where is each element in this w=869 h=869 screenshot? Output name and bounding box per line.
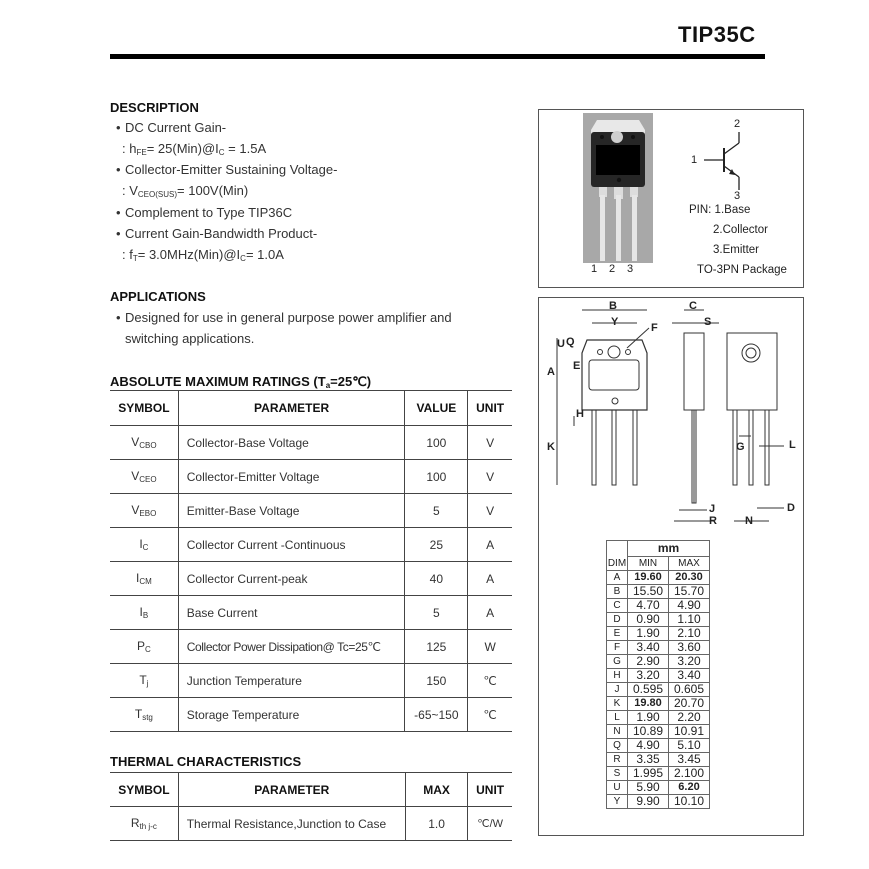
col-parameter: PARAMETER	[178, 773, 405, 807]
col-symbol: SYMBOL	[110, 773, 178, 807]
package-panel	[538, 109, 804, 288]
col-value: VALUE	[405, 391, 468, 426]
table-row: D 0.90 1.10	[607, 613, 710, 627]
description-detail-1: : $h_{FE}=$ $25(Min)@I_C = 1.5A$	[122, 141, 267, 157]
dim-label-f: F	[651, 322, 658, 334]
dim-label-n: N	[745, 515, 753, 527]
parameter-cell: Collector Current-peak	[178, 562, 405, 596]
applications-heading: APPLICATIONS	[110, 289, 206, 304]
symbol-cell: $I_B$	[110, 596, 178, 630]
header-rule	[110, 54, 765, 59]
unit-cell: ℃	[468, 698, 512, 732]
value-cell: 40	[405, 562, 468, 596]
dimension-table	[606, 540, 710, 809]
unit-cell: V	[468, 494, 512, 528]
value-cell: 150	[405, 664, 468, 698]
table-row: G 2.90 3.20	[607, 655, 710, 669]
table-row	[110, 596, 512, 630]
value-cell: 100	[405, 460, 468, 494]
table-row: E 1.90 2.10	[607, 627, 710, 641]
col-unit: UNIT	[468, 391, 512, 426]
dim-label-e: E	[573, 360, 581, 372]
photo-pin-2: 2	[609, 263, 616, 275]
table-row: Q 4.90 5.10	[607, 739, 710, 753]
symbol-pin1-label: 1	[691, 154, 698, 166]
value-cell: -65~150	[405, 698, 468, 732]
table-header-row	[110, 773, 512, 807]
table-row: B 15.50 15.70	[607, 585, 710, 599]
table-row	[110, 698, 512, 732]
part-number-title: TIP35C	[678, 22, 756, 47]
unit-cell: V	[468, 460, 512, 494]
table-row: R 3.35 3.45	[607, 753, 710, 767]
unit-header: mm	[628, 541, 710, 557]
description-item-2: • Collector-Emitter Sustaining Voltage-	[116, 162, 338, 177]
table-row	[110, 807, 512, 841]
table-row: A 19.60 20.30	[607, 571, 710, 585]
dim-label-l: L	[789, 439, 796, 451]
symbol-pin3-label: 3	[734, 190, 741, 202]
symbol-cell: $I_{CM}$	[110, 562, 178, 596]
table-row: L 1.90 2.20	[607, 711, 710, 725]
col-symbol: SYMBOL	[110, 391, 178, 426]
table-row	[110, 562, 512, 596]
thermal-table	[110, 772, 512, 841]
table-row	[110, 460, 512, 494]
unit-cell: A	[468, 596, 512, 630]
table-row	[110, 630, 512, 664]
table-row: U 5.90 6.20	[607, 781, 710, 795]
package-label: TO-3PN Package	[697, 264, 787, 276]
table-row: C 4.70 4.90	[607, 599, 710, 613]
pin-3-label: 3.Emitter	[713, 244, 760, 256]
symbol-cell: $T_{stg}$	[110, 698, 178, 732]
applications-item-cont: switching applications.	[125, 331, 255, 346]
col-dim: DIM	[607, 557, 627, 569]
abs-max-table	[110, 390, 512, 732]
dim-label-h: H	[576, 408, 584, 420]
table-row: N 10.89 10.91	[607, 725, 710, 739]
unit-cell: A	[468, 562, 512, 596]
description-item-1: • DC Current Gain-	[116, 120, 227, 135]
dim-label-c: C	[689, 300, 697, 312]
unit-cell: V	[468, 426, 512, 460]
table-row	[110, 528, 512, 562]
abs-max-heading: ABSOLUTE MAXIMUM RATINGS $(T_a=25℃)$	[110, 374, 372, 390]
col-max: MAX	[669, 557, 710, 571]
photo-pin-1: 1	[591, 263, 598, 275]
col-min: MIN	[628, 557, 669, 571]
parameter-cell: Junction Temperature	[178, 664, 405, 698]
unit-cell: ℃	[468, 664, 512, 698]
parameter-cell: Collector-Base Voltage	[178, 426, 405, 460]
value-cell: 25	[405, 528, 468, 562]
dim-label-g: G	[736, 441, 745, 453]
symbol-pin2-label: 2	[734, 118, 741, 130]
dim-label-r: R	[709, 515, 717, 527]
symbol-cell: $V_{CEO}$	[110, 460, 178, 494]
symbol-cell: $R_{th j-c}$	[110, 807, 178, 841]
table-header-row	[110, 391, 512, 426]
col-max: MAX	[405, 773, 467, 807]
col-parameter: PARAMETER	[178, 391, 405, 426]
table-row	[110, 494, 512, 528]
table-subheader-row	[607, 557, 710, 571]
symbol-cell: $T_j$	[110, 664, 178, 698]
table-row: Y 9.90 10.10	[607, 795, 710, 809]
description-heading: DESCRIPTION	[110, 100, 199, 115]
dim-label-b: B	[609, 300, 617, 312]
parameter-cell: Collector Power Dissipation@ T⁣c=25℃	[178, 630, 405, 664]
unit-cell: W	[468, 630, 512, 664]
dim-label-y: Y	[611, 316, 619, 328]
table-header-row	[607, 541, 710, 557]
description-detail-4: : $f_T=$ $3.0MHz(Min)@I_C= 1.0A$	[122, 247, 284, 263]
table-row: H 3.20 3.40	[607, 669, 710, 683]
unit-cell: ℃/W	[468, 807, 512, 841]
description-item-4: • Current Gain-Bandwidth Product-	[116, 226, 318, 241]
dim-label-q: Q	[566, 336, 575, 348]
description-item-3: • Complement to Type TIP36C	[116, 205, 293, 220]
pin-2-label: 2.Collector	[713, 224, 768, 236]
value-cell: 125	[405, 630, 468, 664]
value-cell: 1.0	[405, 807, 467, 841]
photo-pin-3: 3	[627, 263, 634, 275]
table-row: K 19.80 20.70	[607, 697, 710, 711]
parameter-cell: Storage Temperature	[178, 698, 405, 732]
unit-cell: A	[468, 528, 512, 562]
transistor-photo-and-symbol	[539, 110, 803, 287]
table-row: J 0.595 0.605	[607, 683, 710, 697]
value-cell: 100	[405, 426, 468, 460]
dim-label-k: K	[547, 441, 555, 453]
value-cell: 5	[405, 596, 468, 630]
symbol-cell: $P_C$	[110, 630, 178, 664]
parameter-cell: Thermal Resistance,Junction to Case	[178, 807, 405, 841]
dim-label-u: U	[557, 338, 565, 350]
col-unit: UNIT	[468, 773, 512, 807]
parameter-cell: Collector Current -Continuous	[178, 528, 405, 562]
pin-title: PIN: 1.Base	[689, 204, 751, 216]
table-row: S 1.995 2.100	[607, 767, 710, 781]
dim-label-d: D	[787, 502, 795, 514]
symbol-cell: $I_C$	[110, 528, 178, 562]
dim-label-s: S	[704, 316, 712, 328]
parameter-cell: Base Current	[178, 596, 405, 630]
table-row	[110, 664, 512, 698]
table-row	[110, 426, 512, 460]
description-detail-2: : $V_{CEO(SUS)}= 100V(Min)$	[122, 183, 249, 199]
value-cell: 5	[405, 494, 468, 528]
thermal-heading: THERMAL CHARACTERISTICS	[110, 754, 302, 769]
dim-label-a: A	[547, 366, 555, 378]
symbol-cell: $V_{CBO}$	[110, 426, 178, 460]
symbol-cell: $V_{EBO}$	[110, 494, 178, 528]
dim-label-j: J	[709, 503, 716, 515]
parameter-cell: Emitter-Base Voltage	[178, 494, 405, 528]
applications-item: • Designed for use in general purpose power amplifier and	[116, 310, 452, 325]
parameter-cell: Collector-Emitter Voltage	[178, 460, 405, 494]
table-row: F 3.40 3.60	[607, 641, 710, 655]
